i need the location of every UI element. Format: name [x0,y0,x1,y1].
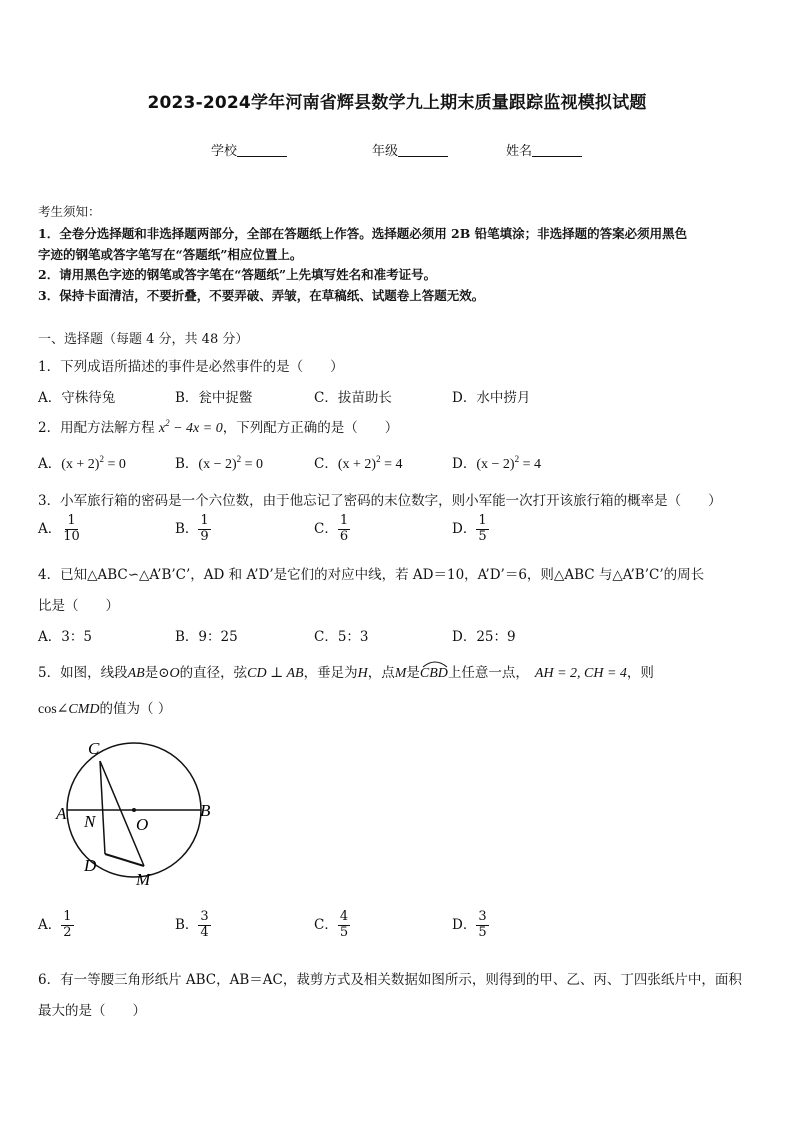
fraction: $\frac{4}{5}$ [339,909,349,940]
q4-option-b[interactable]: B．9：25 [175,629,238,645]
label-a: A [56,804,67,823]
grade-field [372,140,448,159]
q1-option-a[interactable]: A．守株待兔 [38,390,116,406]
name-blank[interactable] [532,142,582,157]
q6-stem-line-1: 6．有一等腰三角形纸片 ABC，AB＝AC，裁剪方式及相关数据如图所示，则得到的甲、乙、丙、丁四张纸片中，面积 [38,972,742,988]
grade-label: 年级 [372,144,399,159]
q6-stem-line-2: 最大的是（ ） [38,1003,146,1019]
grade-blank[interactable] [398,142,448,157]
q2-option-a[interactable]: A．$(x + 2)^2 = 0$ [38,454,126,472]
q2-stem-post: ，下列配方正确的是（ ） [222,420,399,436]
notice-line-3: 3．保持卡面清洁，不要折叠，不要弄破、弄皱，在草稿纸、试题卷上答题无效。 [38,288,485,303]
q4-option-a[interactable]: A．3：5 [38,629,92,645]
center-point [132,808,136,812]
notice-line-1a: 1．全卷分选择题和非选择题两部分，全部在答题纸上作答。选择题必须用 2B 铅笔填涂；非选择题的答案必须用黑色 [38,226,688,241]
q3-option-b[interactable]: B． $\frac{1}{9}$ [175,513,209,544]
q3-option-c[interactable]: C． $\frac{1}{6}$ [314,513,349,544]
q5-option-d[interactable]: D． $\frac{3}{5}$ [452,909,487,940]
fraction: $\frac{3}{4}$ [200,909,209,940]
name-field [506,140,582,159]
school-field [211,140,287,159]
q2-equation: $x^2 - 4x = 0$ [158,418,223,436]
q4-option-d[interactable]: D．25：9 [452,629,516,645]
q5-stem-line-1: 5．如图，线段AB是⊙O的直径，弦CD ⊥ AB，垂足为H，点M是CBD 上任意一点， AH = 2, CH = 4，则 [38,661,654,682]
notice-line-1b: 字迹的钢笔或答字笔写在“答题纸”相应位置上。 [38,247,303,262]
label-n: N [84,812,96,831]
school-blank[interactable] [237,142,287,157]
fraction: $\frac{1}{5}$ [478,513,487,544]
chord-cm [100,761,144,866]
q1-option-b[interactable]: B．瓮中捉鳖 [175,390,253,406]
circle-figure [48,730,228,895]
q1-stem: 1．下列成语所描述的事件是必然事件的是（ ） [38,359,344,375]
q5-stem-line-2: cos∠CMD的值为（ ） [38,701,172,717]
school-label: 学校 [211,144,238,159]
chord-dm [105,854,144,866]
q5-option-a[interactable]: A． $\frac{1}{2}$ [38,909,72,940]
q2-stem-pre: 2．用配方法解方程 [38,420,155,436]
q2-option-b[interactable]: B．$(x - 2)^2 = 0$ [175,454,264,472]
q5-option-b[interactable]: B． $\frac{3}{4}$ [175,909,209,940]
exam-title: 2023-2024学年河南省辉县数学九上期末质量跟踪监视模拟试题 [147,93,647,113]
fraction: $\frac{1}{6}$ [339,513,349,544]
notice-line-2: 2．请用黑色字迹的钢笔或答字笔在“答题纸”上先填写姓名和准考证号。 [38,267,437,282]
label-o: O [136,815,149,834]
arc-cbd: CBD [420,666,448,681]
q2-option-c[interactable]: C．$(x + 2)^2 = 4$ [314,454,403,472]
q4-stem-line-2: 比是（ ） [38,598,119,614]
fraction: $\frac{1}{2}$ [63,909,72,940]
q1-option-c[interactable]: C．拔苗助长 [314,390,392,406]
label-m: M [136,870,151,889]
q1-option-d[interactable]: D．水中捞月 [452,390,531,406]
q4-option-c[interactable]: C．5：3 [314,629,369,645]
fraction: $\frac{1}{9}$ [200,513,209,544]
label-c: C [88,739,100,758]
q2-option-d[interactable]: D．$(x - 2)^2 = 4$ [452,454,541,472]
q3-option-d[interactable]: D． $\frac{1}{5}$ [452,513,487,544]
q3-stem: 3．小军旅行箱的密码是一个六位数，由于他忘记了密码的末位数字，则小军能一次打开该旅行箱的概率是（ ） [38,493,722,509]
chord-cd [100,761,105,854]
notice-heading: 考生须知： [38,204,101,219]
fraction: $\frac{1}{10}$ [63,513,80,544]
section-heading: 一、选择题（每题 4 分，共 48 分） [38,332,249,347]
q4-stem-line-1: 4．已知△ABC∽△A’B’C’，AD 和 A’D’是它们的对应中线，若 AD＝10，A’D’＝6，则△ABC 与△A’B’C’的周长 [38,567,705,583]
fraction: $\frac{3}{5}$ [478,909,487,940]
label-d: D [84,856,97,875]
q5-option-c[interactable]: C． $\frac{4}{5}$ [314,909,349,940]
q2-stem [38,416,398,437]
q3-option-a[interactable]: A． $\frac{1}{10}$ [38,513,80,544]
label-b: B [200,801,211,820]
name-label: 姓名 [506,144,533,159]
arc-mark-icon [422,660,448,668]
